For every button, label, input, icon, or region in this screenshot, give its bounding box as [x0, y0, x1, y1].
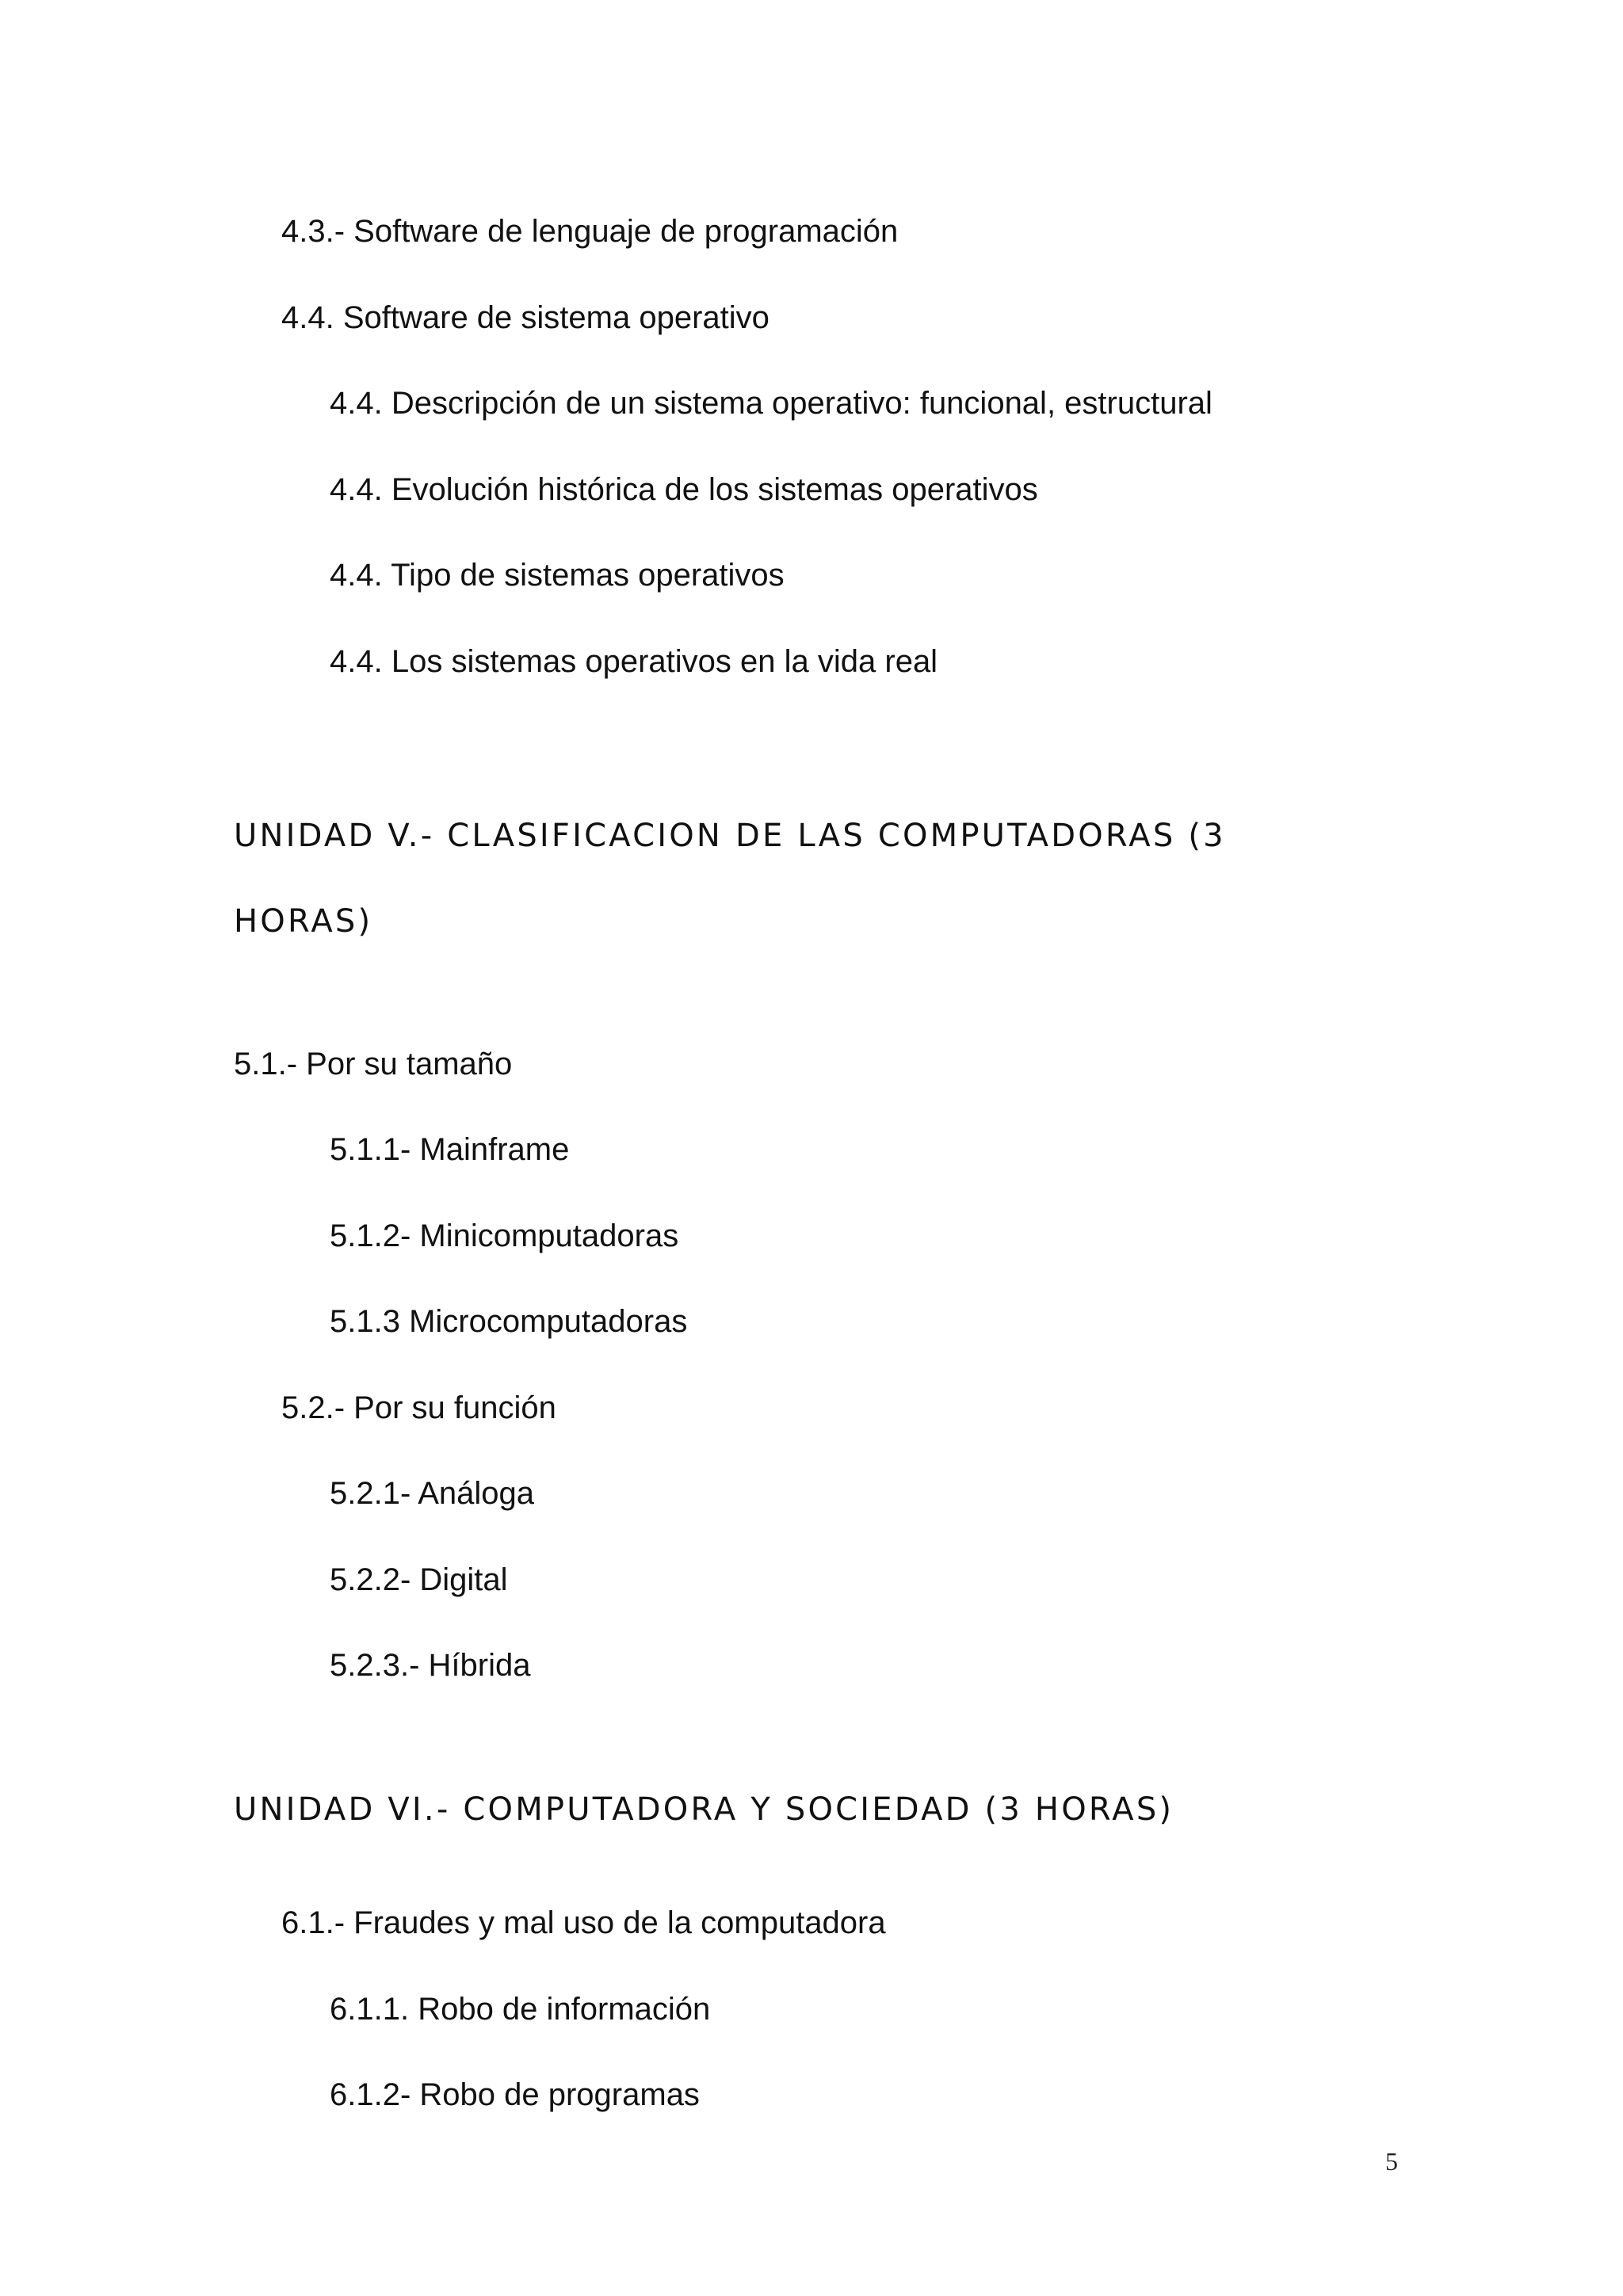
toc-item-5-2: 5.2.- Por su función [281, 1390, 556, 1425]
unit-6-heading: UNIDAD VI.- COMPUTADORA Y SOCIEDAD (3 HORAS) [234, 1791, 1174, 1828]
toc-subitem-5-1-3: 5.1.3 Microcomputadoras [330, 1304, 688, 1339]
toc-item-6-1: 6.1.- Fraudes y mal uso de la computadora [281, 1905, 886, 1940]
toc-subitem-5-2-1: 5.2.1- Análoga [330, 1476, 534, 1511]
unit-5-heading: UNIDAD V.- CLASIFICACION DE LAS COMPUTADORAS (3 [234, 818, 1226, 854]
toc-subitem-5-1-2: 5.1.2- Minicomputadoras [330, 1219, 679, 1253]
toc-subitem-descripcion: 4.4. Descripción de un sistema operativo: funcional, estructural [330, 386, 1212, 421]
toc-subitem-tipo: 4.4. Tipo de sistemas operativos [330, 558, 785, 593]
toc-subitem-5-2-3: 5.2.3.- Híbrida [330, 1648, 531, 1683]
page-number: 5 [1385, 2147, 1398, 2176]
unit-5-heading-continuation: HORAS) [234, 903, 373, 940]
toc-subitem-6-1-2: 6.1.2- Robo de programas [330, 2077, 700, 2112]
toc-item-4-4: 4.4. Software de sistema operativo [281, 300, 769, 335]
toc-subitem-6-1-1: 6.1.1. Robo de información [330, 1992, 711, 2027]
toc-subitem-vida-real: 4.4. Los sistemas operativos en la vida real [330, 644, 938, 679]
toc-subitem-5-1-1: 5.1.1- Mainframe [330, 1132, 570, 1167]
toc-subitem-evolucion: 4.4. Evolución histórica de los sistemas operativos [330, 472, 1038, 507]
toc-item-5-1: 5.1.- Por su tamaño [234, 1047, 513, 1081]
toc-subitem-5-2-2: 5.2.2- Digital [330, 1562, 508, 1597]
toc-item-4-3: 4.3.- Software de lenguaje de programación [281, 214, 899, 249]
